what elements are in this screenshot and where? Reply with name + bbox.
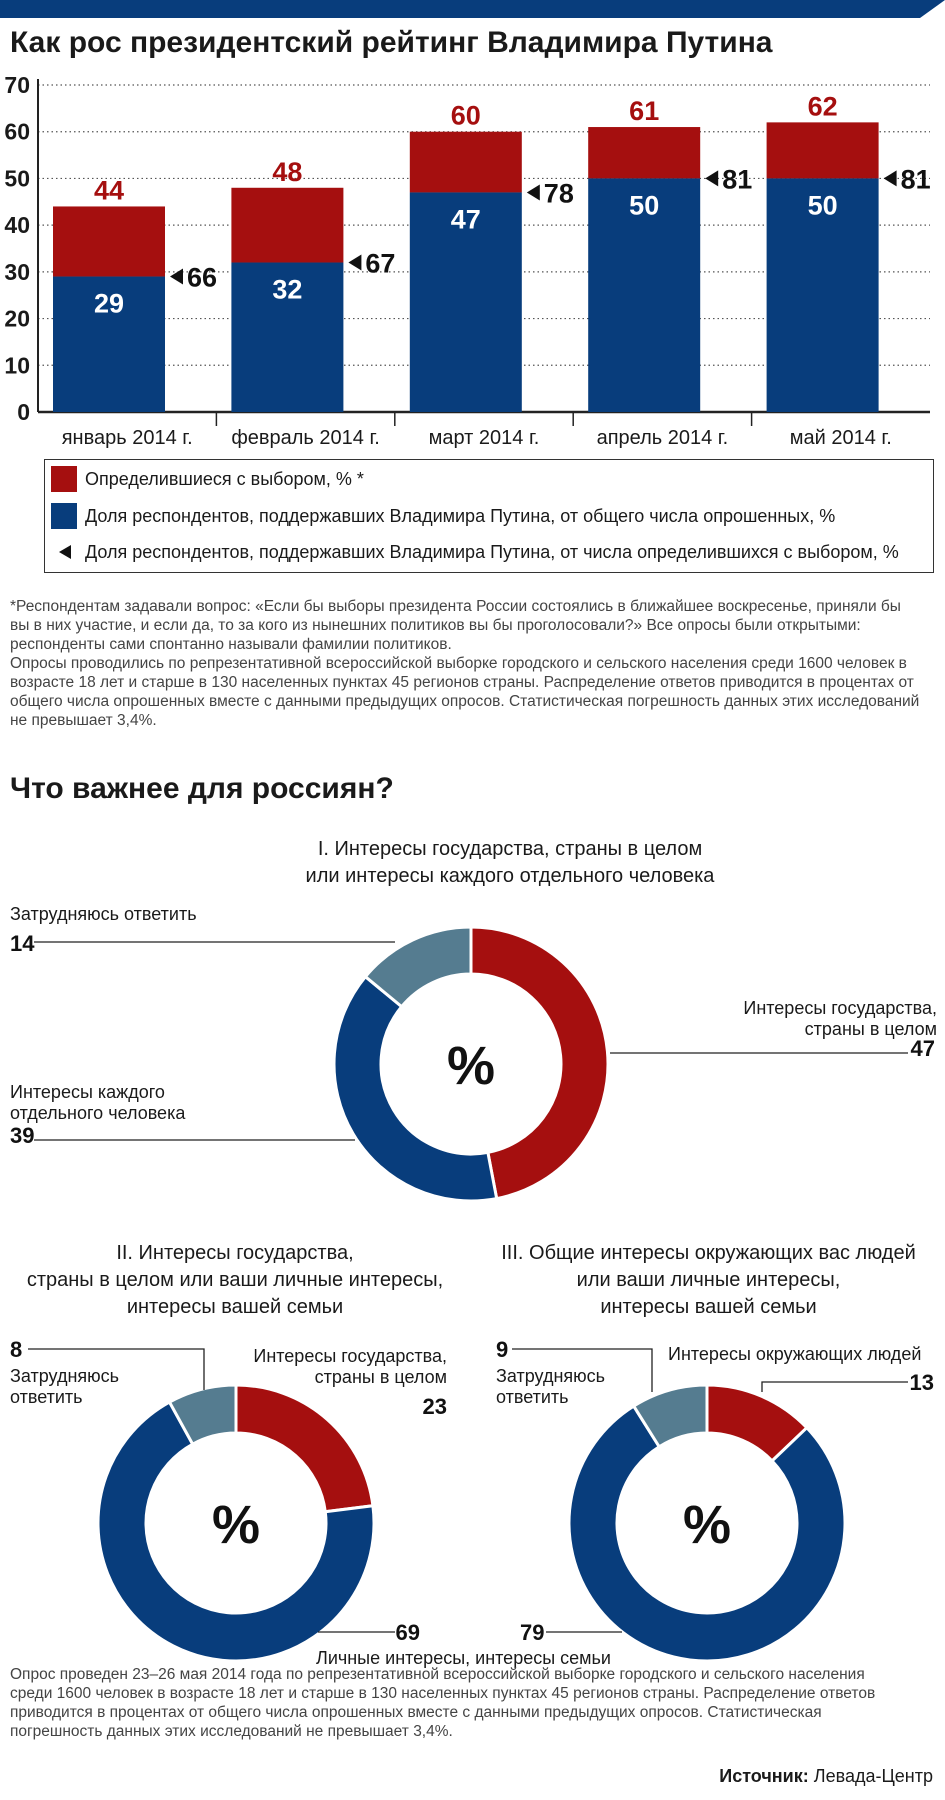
triangle-marker-icon — [884, 170, 897, 186]
pies-section-title: Что важнее для россиян? — [10, 772, 394, 805]
bar-chart-legend — [44, 459, 934, 573]
bar-decided-value-label: 62 — [807, 91, 838, 122]
pie3-label-hard-line1: Затрудняюсь — [496, 1366, 606, 1386]
bar-chart-note — [10, 597, 920, 730]
y-tick-label: 30 — [4, 258, 30, 285]
leader-line-others — [762, 1382, 908, 1392]
pie2-label-state-line1: Интересы государства, — [253, 1346, 447, 1366]
legend-triangle-icon — [59, 545, 71, 559]
percent-sign: % — [211, 1495, 261, 1555]
legend-item-share-all — [51, 501, 835, 531]
personal-interests-label: Личные интересы, интересы семьи — [316, 1648, 611, 1668]
pie-value-personal: 79 — [520, 1620, 545, 1645]
pie1-label-state-line1: Интересы государства, — [743, 998, 937, 1018]
pie3-title — [472, 1240, 945, 1321]
share-decided-value-label: 66 — [187, 262, 218, 293]
pie1-label-person — [10, 1082, 185, 1124]
pie-value-hard: 8 — [10, 1337, 23, 1362]
legend-item-share-decided — [51, 537, 899, 567]
triangle-marker-icon — [170, 269, 183, 285]
legend-label-decided: Определившиеся с выбором, % * — [85, 468, 364, 489]
share-decided-value-label: 78 — [543, 178, 574, 209]
pie2-label-hard — [10, 1366, 119, 1408]
y-tick-label: 40 — [4, 212, 30, 239]
pie1-label-state — [743, 998, 937, 1040]
bar-decided — [410, 132, 522, 193]
bar-decided-value-label: 48 — [272, 156, 303, 187]
source-line — [719, 1766, 933, 1787]
pie-value-personal: 69 — [395, 1620, 420, 1645]
bar-chart-title: Как рос президентский рейтинг Владимира Путина — [10, 26, 773, 59]
bar-decided-value-label: 61 — [629, 96, 660, 127]
pie3-title-line1: III. Общие интересы окружающих вас людей — [501, 1242, 916, 1264]
pie3-title-line3: интересы вашей семьи — [600, 1296, 817, 1318]
pie1-title-line2: или интересы каждого отдельного человека — [305, 865, 715, 887]
pies-note: Опрос проведен 23–26 мая 2014 года по репрезентативной всероссийской выборке городского и сельского населения среди 1600 человек в возрасте 18 лет и старше в 130 населенных пунктах 45 регионов страны. Распределение ответов приводится в процентах от общего числа опрошенных вместе с данными предыдущих опросов. Статистическая погрешность данных этих исследований не превышает 3,4%. — [10, 1666, 876, 1740]
pie2-label-state-line2: страны в целом — [314, 1367, 447, 1387]
bar-share-all-value-label: 50 — [807, 190, 838, 221]
pie1-title — [270, 836, 750, 890]
x-tick-label: март 2014 г. — [428, 427, 540, 449]
pie3-label-others: Интересы окружающих людей — [668, 1344, 922, 1364]
pie3-title-line2: или ваши личные интересы, — [576, 1269, 841, 1291]
pie2-title-line1: II. Интересы государства, — [116, 1242, 354, 1264]
triangle-marker-icon — [705, 170, 718, 186]
y-tick-label: 0 — [17, 399, 30, 425]
source-value: Левада-Центр — [813, 1766, 933, 1786]
pie1-label-hard: Затрудняюсь ответить — [10, 904, 197, 924]
pie1-label-state-line2: страны в целом — [804, 1019, 937, 1039]
bar-decided-value-label: 44 — [93, 175, 125, 206]
pie3-label-hard-line2: ответить — [496, 1387, 569, 1407]
triangle-marker-icon — [527, 184, 540, 200]
legend-swatch-blue — [51, 503, 77, 529]
pie-value-person: 39 — [10, 1123, 35, 1148]
pie1-label-person-line1: Интересы каждого — [10, 1082, 165, 1102]
percent-sign: % — [446, 1036, 496, 1096]
legend-label-share-all: Доля респондентов, поддержавших Владимира Путина, от общего числа опрошенных, % — [85, 505, 836, 526]
bar-share-all-value-label: 47 — [450, 204, 481, 235]
pie3-label-hard — [496, 1366, 605, 1408]
note-paragraph-2: Опросы проводились по репрезентативной всероссийской выборке городского и сельского населения среди 1600 человек в возрасте 18 лет и старше в 130 населенных пунктах 45 регионов страны. Распределение ответов приводится в процентах от общего числа опрошенных вместе с данными предыдущих опросов. Статистическая погрешность данных этих исследований не превышает 3,4%. — [10, 655, 920, 729]
pie-slice-state — [236, 1385, 373, 1512]
x-tick-label: май 2014 г. — [789, 427, 892, 449]
bar-decided — [53, 206, 165, 276]
bar-decided — [231, 188, 343, 263]
legend-item-decided — [51, 464, 364, 494]
bar-decided — [588, 127, 700, 178]
share-decided-value-label: 67 — [365, 248, 396, 279]
triangle-marker-icon — [348, 255, 361, 271]
pie-value-hard: 9 — [496, 1337, 509, 1362]
legend-swatch-red — [51, 466, 77, 492]
y-tick-label: 50 — [4, 165, 30, 192]
top-banner — [0, 0, 945, 18]
pie2-title-line2: страны в целом или ваши личные интересы, — [26, 1269, 444, 1291]
pie-value-hard: 14 — [10, 931, 35, 956]
y-tick-label: 10 — [4, 352, 30, 379]
legend-label-share-decided: Доля респондентов, поддержавших Владимира Путина, от числа определившихся с выбором, % — [85, 541, 899, 562]
pie2-title — [0, 1240, 470, 1321]
pie-value-state: 23 — [422, 1394, 447, 1419]
source-label: Источник: — [719, 1766, 809, 1786]
bar-share-all-value-label: 32 — [272, 274, 303, 305]
pie2-title-line3: интересы вашей семьи — [126, 1296, 344, 1318]
pie-value-state: 47 — [910, 1036, 935, 1061]
y-tick-label: 60 — [4, 118, 30, 145]
bar-decided-value-label: 60 — [450, 100, 481, 131]
bar-decided — [767, 122, 879, 178]
share-decided-value-label: 81 — [722, 164, 753, 195]
percent-sign: % — [682, 1495, 732, 1555]
bar-share-all-value-label: 50 — [629, 190, 660, 221]
bar-share-all-value-label: 29 — [93, 288, 125, 319]
x-tick-label: январь 2014 г. — [61, 427, 193, 449]
pie2-label-hard-line1: Затрудняюсь — [10, 1366, 120, 1386]
pie1-label-person-line2: отдельного человека — [10, 1103, 186, 1123]
note-paragraph-1: *Респондентам задавали вопрос: «Если бы выборы президента России состоялись в ближайшее воскресенье, приняли бы вы в них участие, и если да, то за кого из нынешних политиков вы бы проголосовали?» Все опросы были открытыми: респонденты сами спонтанно называли фамилии политиков. — [10, 598, 901, 653]
pie2-label-hard-line2: ответить — [10, 1387, 83, 1407]
pie1-chart — [0, 900, 945, 1220]
bar-chart — [0, 68, 945, 460]
pie-value-others: 13 — [909, 1370, 934, 1395]
pie2-label-state — [232, 1346, 447, 1388]
y-tick-label: 20 — [4, 305, 30, 332]
pie1-title-line1: I. Интересы государства, страны в целом — [317, 838, 703, 860]
share-decided-value-label: 81 — [900, 164, 931, 195]
y-tick-label: 70 — [4, 72, 30, 98]
x-tick-label: апрель 2014 г. — [596, 427, 729, 449]
x-tick-label: февраль 2014 г. — [231, 427, 380, 449]
